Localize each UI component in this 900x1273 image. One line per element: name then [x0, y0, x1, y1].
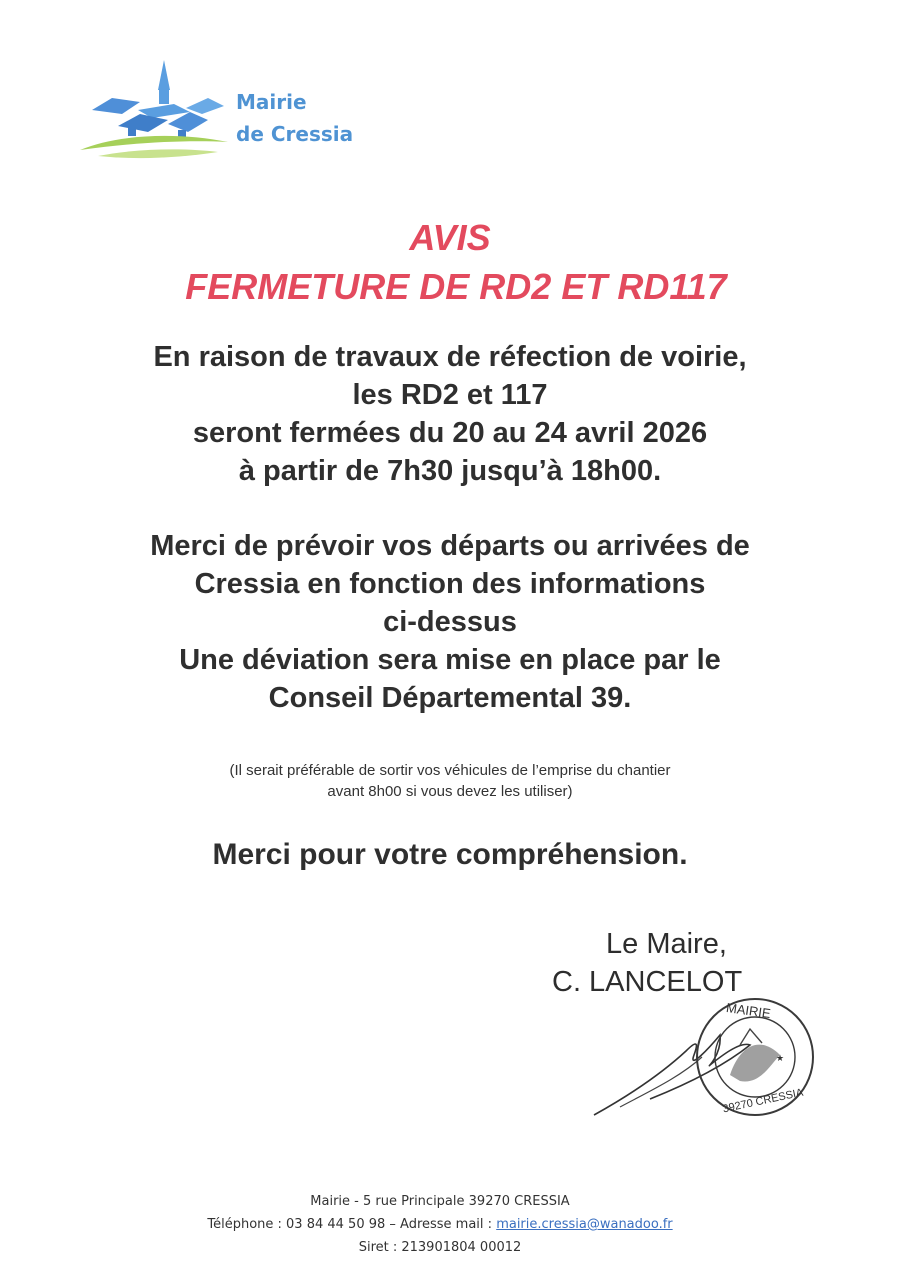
footer-siret: Siret : 213901804 00012 [358, 1240, 522, 1255]
note-line: avant 8h00 si vous devez les utiliser) [327, 783, 573, 800]
logo-line-1: Mairie [236, 90, 307, 114]
mairie-logo [78, 58, 368, 173]
stamp-and-signature-icon [590, 995, 830, 1125]
closure-line: En raison de travaux de réfection de voirie, [153, 341, 747, 373]
advice-line: Cressia en fonction des informations [194, 568, 706, 600]
logo-line-2: de Cressia [236, 122, 354, 146]
advice-line: Conseil Départemental 39. [268, 682, 632, 714]
notice-subtitle: FERMETURE DE RD2 ET RD117 [185, 266, 727, 307]
vehicle-note [0, 760, 900, 802]
closure-details [0, 338, 900, 490]
footer-address: Mairie - 5 rue Principale 39270 CRESSIA [310, 1194, 570, 1209]
footer-phone: Téléphone : 03 84 44 50 98 – Adresse mail : [207, 1217, 497, 1232]
closure-line: à partir de 7h30 jusqu’à 18h00. [238, 455, 662, 487]
thanks-message: Merci pour votre compréhension. [212, 838, 688, 871]
closure-line: les RD2 et 117 [352, 379, 548, 411]
footer [0, 1190, 880, 1259]
note-line: (Il serait préférable de sortir vos véhicules de l’emprise du chantier [229, 762, 671, 779]
advice-line: ci-dessus [383, 606, 517, 638]
mairie-stamp [590, 995, 830, 1125]
closure-line: seront fermées du 20 au 24 avril 2026 [192, 417, 708, 449]
footer-email-link[interactable]: mairie.cressia@wanadoo.fr [496, 1217, 673, 1232]
advice-paragraph [0, 527, 900, 717]
stamp-bottom-text: 39270 CRESSIA [721, 1086, 805, 1116]
signature-name: C. LANCELOT [552, 966, 743, 998]
advice-line: Une déviation sera mise en place par le [179, 644, 721, 676]
stamp-top-text: MAIRIE [725, 999, 772, 1022]
signature-role: Le Maire, [606, 928, 727, 960]
notice-title: AVIS [409, 217, 491, 258]
village-logo-icon [78, 58, 238, 173]
advice-line: Merci de prévoir vos départs ou arrivées de [150, 530, 750, 562]
footer-contact [0, 1213, 880, 1236]
svg-text:★: ★ [776, 1054, 785, 1064]
